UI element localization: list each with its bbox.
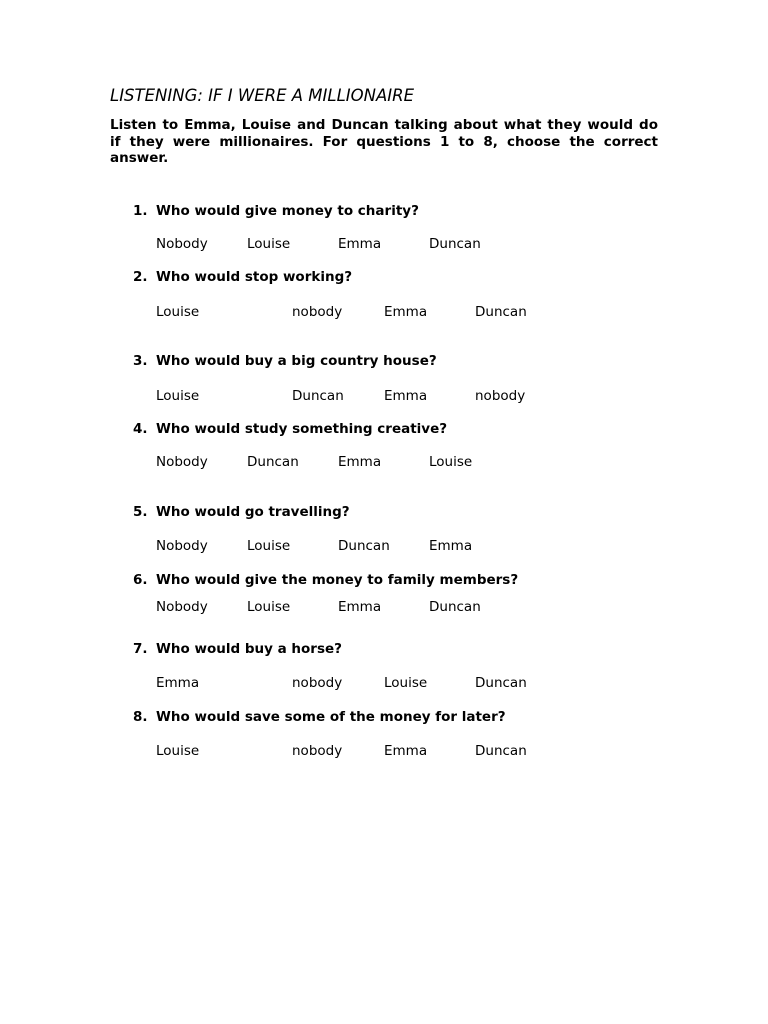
question-number: 8.: [133, 709, 148, 725]
answer-option[interactable]: Emma: [429, 538, 473, 554]
answer-option[interactable]: nobody: [292, 743, 343, 759]
question-text: Who would stop working?: [156, 269, 353, 285]
question-number: 5.: [133, 504, 148, 520]
question-text: Who would give the money to family members?: [156, 572, 519, 588]
question-number: 7.: [133, 641, 148, 657]
answer-option[interactable]: Louise: [247, 599, 291, 615]
question-number: 1.: [133, 203, 148, 219]
question-text: Who would give money to charity?: [156, 203, 419, 219]
question-number: 6.: [133, 572, 148, 588]
answer-option[interactable]: nobody: [475, 388, 526, 404]
question-text: Who would study something creative?: [156, 421, 448, 437]
answer-option[interactable]: Louise: [384, 675, 428, 691]
question-text: Who would buy a horse?: [156, 641, 342, 657]
answer-option[interactable]: Emma: [338, 454, 382, 470]
answer-option[interactable]: Emma: [384, 388, 428, 404]
answer-option[interactable]: Duncan: [475, 743, 527, 759]
answer-option[interactable]: Emma: [338, 236, 382, 252]
question-number: 4.: [133, 421, 148, 437]
answer-option[interactable]: Nobody: [156, 454, 208, 470]
question-number: 2.: [133, 269, 148, 285]
answer-option[interactable]: Louise: [156, 743, 200, 759]
question-text: Who would save some of the money for later?: [156, 709, 506, 725]
question-text: Who would go travelling?: [156, 504, 350, 520]
answer-option[interactable]: Louise: [156, 388, 200, 404]
answer-option[interactable]: Duncan: [429, 599, 481, 615]
answer-option[interactable]: Nobody: [156, 599, 208, 615]
answer-option[interactable]: Louise: [247, 538, 291, 554]
answer-option[interactable]: Louise: [247, 236, 291, 252]
answer-option[interactable]: Nobody: [156, 538, 208, 554]
answer-option[interactable]: Duncan: [475, 675, 527, 691]
answer-option[interactable]: Duncan: [338, 538, 390, 554]
answer-option[interactable]: Nobody: [156, 236, 208, 252]
answer-option[interactable]: nobody: [292, 675, 343, 691]
answer-option[interactable]: Emma: [384, 304, 428, 320]
question-number: 3.: [133, 353, 148, 369]
question-text: Who would buy a big country house?: [156, 353, 437, 369]
answer-option[interactable]: Emma: [156, 675, 200, 691]
answer-option[interactable]: nobody: [292, 304, 343, 320]
worksheet-title: LISTENING: IF I WERE A MILLIONAIRE: [110, 86, 415, 105]
answer-option[interactable]: Duncan: [292, 388, 344, 404]
answer-option[interactable]: Emma: [338, 599, 382, 615]
instructions: Listen to Emma, Louise and Duncan talking about what they would do if they were millionaires. For questions 1 to 8, choose the correct answer.: [110, 117, 658, 166]
answer-option[interactable]: Louise: [156, 304, 200, 320]
answer-option[interactable]: Duncan: [475, 304, 527, 320]
answer-option[interactable]: Louise: [429, 454, 473, 470]
answer-option[interactable]: Duncan: [247, 454, 299, 470]
answer-option[interactable]: Duncan: [429, 236, 481, 252]
answer-option[interactable]: Emma: [384, 743, 428, 759]
